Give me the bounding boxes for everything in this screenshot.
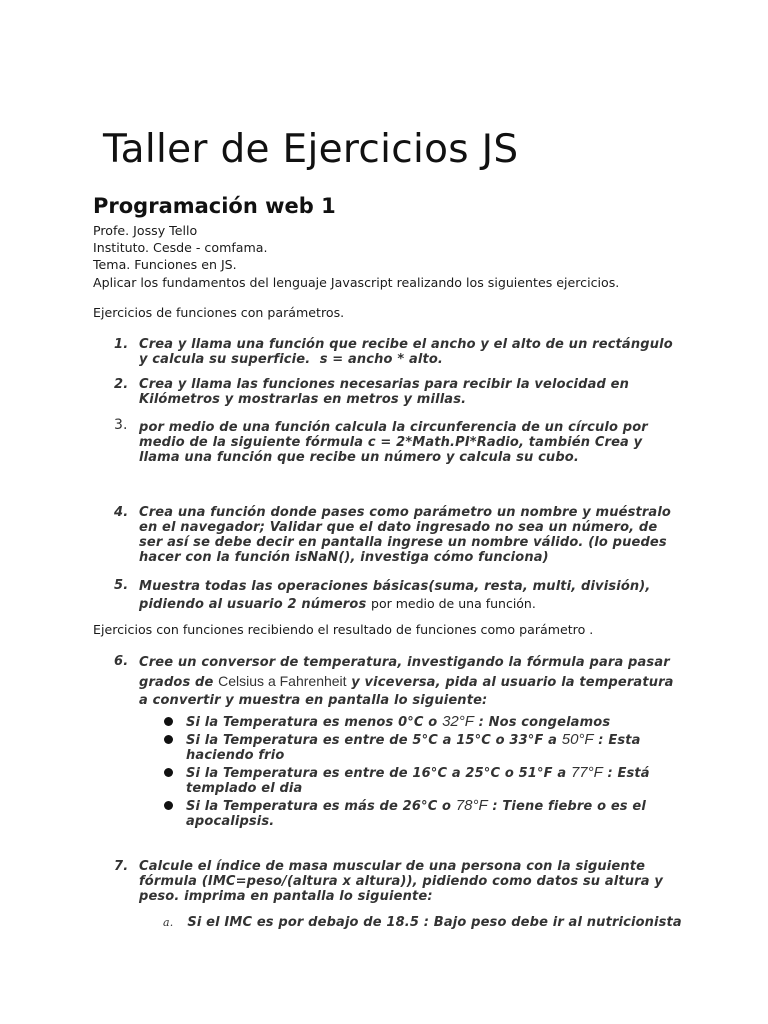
list-item: [164, 714, 684, 730]
bullet-text: Si la Temperatura es entre de 5°C a 15°C o 33°F a: [186, 733, 558, 748]
info-topic: Tema. Funciones en JS.: [93, 257, 237, 273]
list-item: [164, 732, 684, 763]
exercise-number: 2.: [114, 377, 129, 392]
exercise-3: [114, 417, 680, 465]
section-heading-parameters: Ejercicios de funciones con parámetros.: [93, 305, 345, 320]
exercise-number: 7.: [114, 859, 129, 874]
bullet-dot: [164, 768, 173, 777]
exercise-5: [114, 578, 680, 613]
bullet-dot: [164, 801, 173, 810]
list-item: [164, 765, 684, 796]
info-teacher: Profe. Jossy Tello: [93, 223, 198, 238]
section-heading-function-results: Ejercicios con funciones recibiendo el resultado de funciones como parámetro .: [93, 622, 594, 637]
exercise-text: Crea y llama las funciones necesarias para recibir la velocidad en Kilómetros y mostrarlas en metros y millas.: [139, 377, 630, 407]
exercise-text: Calcule el índice de masa muscular de una persona con la siguiente fórmula (IMC=peso/(altura x altura)), pidiendo como datos su altura y peso. imprima en pantalla lo siguiente:: [139, 859, 663, 904]
sub-item-text: Si el IMC es por debajo de 18.5 : Bajo peso debe ir al nutricionista: [187, 915, 682, 930]
bullet-text: Si la Temperatura es más de 26°C o: [186, 799, 452, 814]
sub-item-letter: a.: [163, 916, 174, 929]
exercise-number: 3.: [114, 417, 128, 433]
bullet-result: : Esta haciendo frio: [186, 733, 641, 763]
exercise-text-highlight: Celsius a Fahrenheit: [218, 673, 347, 689]
bullet-dot: [164, 717, 173, 726]
bullet-result: : Nos congelamos: [478, 715, 611, 730]
exercise-6: [114, 654, 680, 710]
document-title: Taller de Ejercicios JS: [103, 127, 519, 172]
bullet-result: : Está templado el dia: [186, 766, 650, 796]
exercise-text-continued: y viceversa, pida al usuario la temperatura a convertir y muestra en pantalla lo siguiente:: [139, 675, 674, 708]
bullet-result: : Tiene fiebre o es el apocalipsis.: [186, 799, 646, 829]
bullet-temp: 77°F: [570, 764, 603, 781]
exercise-number: 6.: [114, 654, 129, 669]
exercise-2: [114, 377, 680, 407]
exercise-formula: s = ancho * alto.: [319, 352, 444, 367]
exercise-text: por medio de una función calcula la circunferencia de un círculo por medio de la siguiente fórmula c = 2*Math.PI*Radio, también Crea y llama una función que recibe un número y calcula su cubo.: [139, 420, 648, 465]
exercise-1: [114, 337, 680, 367]
exercise-number: 5.: [114, 578, 129, 593]
exercise-number: 4.: [114, 505, 129, 520]
info-institute: Instituto. Cesde - comfama.: [93, 240, 268, 256]
bullet-temp: 50°F: [561, 731, 594, 748]
course-subtitle: Programación web 1: [93, 194, 336, 218]
temperature-bullet-list: [164, 714, 684, 831]
bullet-dot: [164, 735, 173, 744]
exercise-text: Cree un conversor de temperatura, investigando la fórmula para pasar grados de: [139, 655, 670, 690]
exercise-text-plain: por medio de una función.: [371, 596, 536, 611]
bullet-text: Si la Temperatura es entre de 16°C a 25°C o 51°F a: [186, 766, 567, 781]
exercise-text: Crea y llama una función que recibe el ancho y el alto de un rectángulo y calcula su superficie.: [139, 337, 673, 367]
exercise-4: [114, 505, 680, 565]
info-objective: Aplicar los fundamentos del lenguaje Javascript realizando los siguientes ejercicios.: [93, 274, 620, 290]
list-item: [164, 798, 684, 829]
exercise-number: 1.: [114, 337, 129, 352]
bullet-temp: 32°F: [442, 713, 474, 730]
exercise-text: Muestra todas las operaciones básicas(suma, resta, multi, división), pidiendo al usuario 2 números: [139, 579, 651, 612]
exercise-7-sub-item-a: [163, 915, 683, 930]
exercise-7: [114, 859, 680, 904]
bullet-text: Si la Temperatura es menos 0°C o: [186, 715, 438, 730]
course-info: [93, 222, 619, 291]
exercise-text: Crea una función donde pases como parámetro un nombre y muéstralo en el navegador; Validar que el dato ingresado no sea un número, de ser así se debe decir en pantalla ingrese un nombre válido. (lo puedes hacer con la función isNaN(), investiga cómo funciona): [139, 505, 672, 565]
bullet-temp: 78°F: [455, 797, 488, 814]
